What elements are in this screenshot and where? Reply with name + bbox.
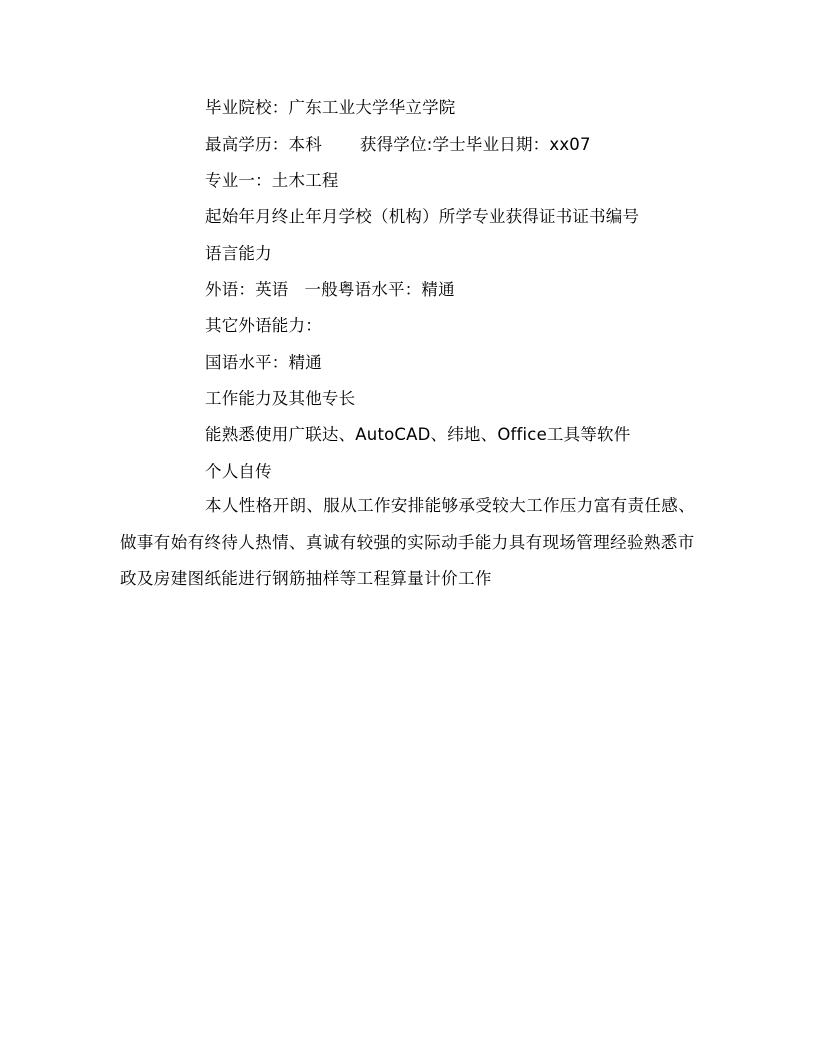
bio-section-heading: 个人自传 bbox=[205, 462, 272, 481]
skills-line: 能熟悉使用广联达、AutoCAD、纬地、Office工具等软件 bbox=[205, 425, 631, 444]
skills-section-heading: 工作能力及其他专长 bbox=[205, 389, 356, 408]
foreign-language-text: 外语：英语 bbox=[205, 280, 289, 299]
education-text: 最高学历：本科 bbox=[205, 135, 322, 154]
bio-paragraph: 本人性格开朗、服从工作安排能够承受较大工作压力富有责任感、做事有始有终待人热情、真诚有较强的实际动手能力具有现场管理经验熟悉市政及房建图纸能进行钢筋抽样等工程算量计价工作 bbox=[120, 496, 696, 588]
foreign-language-line bbox=[205, 280, 455, 300]
education-line bbox=[205, 135, 591, 155]
language-section-heading: 语言能力 bbox=[205, 244, 272, 263]
other-languages-line: 其它外语能力： bbox=[205, 316, 322, 335]
major-line: 专业一：土木工程 bbox=[205, 171, 339, 190]
cantonese-level-text: 一般粤语水平：精通 bbox=[304, 280, 455, 299]
school-line: 毕业院校：广东工业大学华立学院 bbox=[205, 98, 456, 117]
history-header-line: 起始年月终止年月学校（机构）所学专业获得证书证书编号 bbox=[205, 207, 640, 226]
mandarin-level-line: 国语水平：精通 bbox=[205, 353, 322, 372]
degree-text: 获得学位:学士毕业日期：xx07 bbox=[359, 135, 591, 154]
